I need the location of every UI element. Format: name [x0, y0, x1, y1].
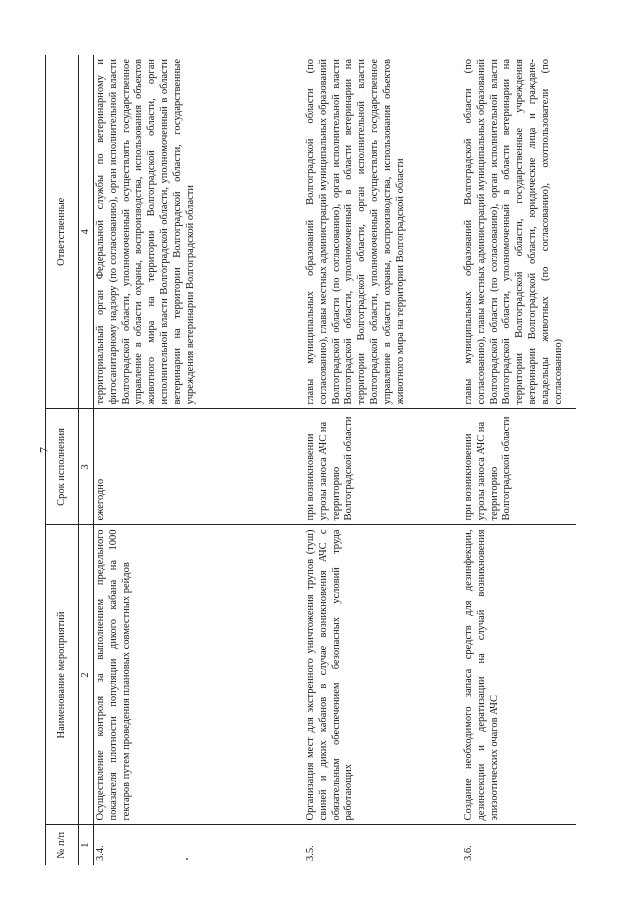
table-header-row: [46, 55, 79, 865]
header-number: № п/п: [46, 825, 79, 865]
table-row: [462, 55, 576, 865]
measure-term: при возникновении угрозы заноса АЧС на территорию Волгоградской области: [304, 409, 462, 525]
measure-responsible: территориальный орган Федеральной службы по ветеринарному и фитосанитарному надзору (по согласованию), орган исполнительной власти Волгоградской области, уполномоченный осуществлять государственное управление в области охраны, воспроизводства, использования объектов животного мира на территории Волгоградской области, орган исполнительной власти Волгоградской области, уполномоченный в области ветеринарии на территории Волгоградской области, государственные учреждения ветеринарии Волгоградской области: [94, 55, 305, 409]
row-number: 3.6.: [463, 845, 474, 861]
measures-table: [45, 55, 576, 865]
column-number: 4: [79, 55, 94, 409]
measure-responsible: главы муниципальных образований Волгоградской области (по согласованию), главы местных администраций муниципальных образований Волгоградской области (по согласованию), орган исполнительной власти Волгоградской области, уполномоченный в области ветеринарии на территории Волгоградской области, государственные учреждения ветеринарии Волгоградской области, юридические лица и граждане-владельцы животных (по согласованию), охотпользователи (по согласованию): [462, 55, 576, 409]
header-term: Срок исполнения: [46, 409, 79, 525]
measure-name: Осуществление контроля за выполнением предельного показателя плотности популяции дикого кабана на 1000 гектаров путем проведения плановых совместных рейдов: [94, 525, 305, 825]
table-row: [94, 55, 305, 865]
header-measure-name: Наименование мероприятий: [46, 525, 79, 825]
measure-term: ежегодно: [94, 409, 305, 525]
page-number: 7: [36, 447, 51, 453]
measure-term: при возникновении угрозы заноса АЧС на территорию Волгоградской области: [462, 409, 576, 525]
measure-responsible: главы муниципальных образований Волгоградской области (по согласованию), главы местных администраций муниципальных образований Волгоградской области (по согласованию), орган исполнительной власти Волгоградской области, уполномоченный в области ветеринарии на территории Волгоградской области, орган исполнительной власти Волгоградской области, уполномоченный осуществлять государственное управление в области охраны, воспроизводства, использования объектов животного мира на территории Волгоградской области: [304, 55, 462, 409]
rotated-page-content: [45, 55, 605, 865]
table-row: [304, 55, 462, 865]
row-number: 3.5.: [305, 845, 316, 861]
measure-name: Организация мест для экстренного уничтожения трупов (туш) свиней и диких кабанов в случае возникновения АЧС с обязательным обеспечением безопасных условий труда работающих: [304, 525, 462, 825]
measure-name: Создание необходимого запаса средств для дезинфекции, дезинсекции и дератизации на случай возникновения эпизоотических очагов АЧС: [462, 525, 576, 825]
column-number-row: [79, 55, 94, 865]
column-number: 2: [79, 525, 94, 825]
column-number: 1: [79, 825, 94, 865]
row-number: 3.4.: [95, 845, 106, 861]
column-number: 3: [79, 409, 94, 525]
header-responsible: Ответственные: [46, 55, 79, 409]
